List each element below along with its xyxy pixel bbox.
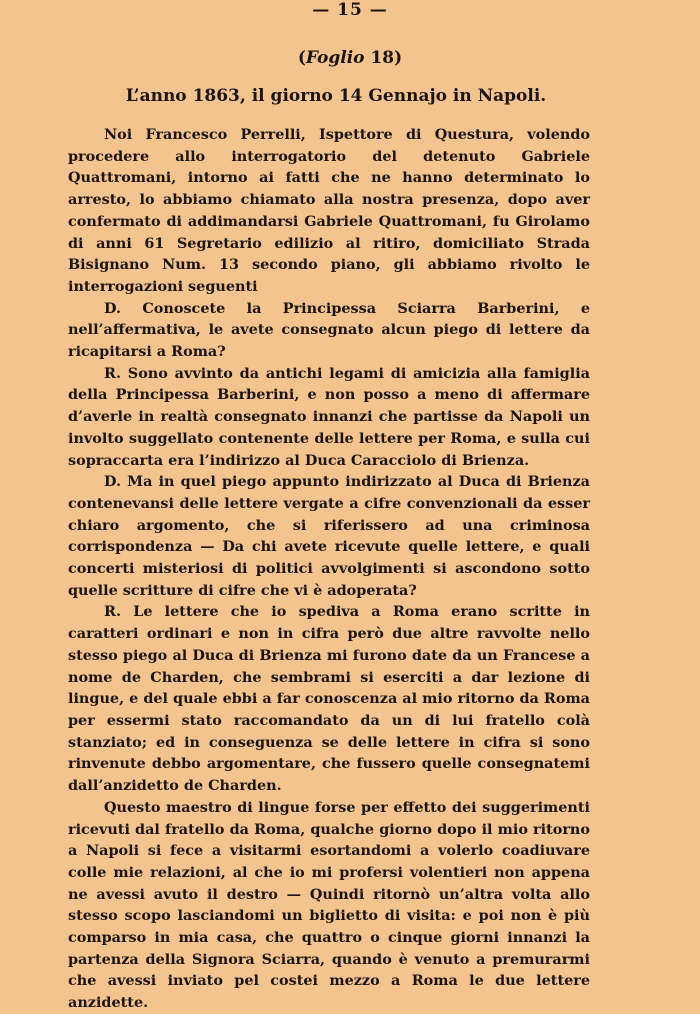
paragraph-answer [68,363,590,472]
paragraph-text: Conoscete la Principessa Sciarra Barberini, e nell’affermativa, le avete consegnato alcun piego di lettere da ricapitarsi a Roma? [68,299,590,361]
speaker-marker: D. [104,473,121,491]
paragraph-text: Questo maestro di lingue forse per effetto dei suggerimenti ricevuti dal fratello da Roma, qualche giorno dopo il mio ritorno a Napoli si fece a visitarmi esortandomi a volerlo coadiuvare colle mie relazioni, al che io mi profersi volentieri non appena ne avessi avuto il destro — Quindi ritornò un’altra volta allo stesso scopo lasciandomi un biglietto di visita: e poi non è più comparso in mia casa, che quattro o cinque giorni innanzi la partenza della Signora Sciarra, quando è venuto a premurarmi che avessi inviato pel costei mezzo a Roma le due lettere anzidette. [68,798,590,1012]
paragraph-text: Le lettere che io spediva a Roma erano scritte in caratteri ordinari e non in cifra però due altre ravvolte nello stesso piego al Duca di Brienza mi furono date da un Francese a nome de Charden, che sembrami si eserciti a dar lezione di lingue, e del quale ebbi a far conoscenza al mio ritorno da Roma per essermi stato raccomandato da un di lui fratello colà stanziato; ed in conseguenza se delle lettere in cifra si sono rinvenute debbo argomentare, che fussero quelle consegnatemi dall’anzidetto de Charden. [68,603,590,795]
paragraph-question [68,471,590,601]
speaker-marker: R. [104,364,121,382]
speaker-marker: D. [104,299,121,317]
page-number: — 15 — [312,0,388,20]
paragraph-text: Ma in quel piego appunto indirizzato al Duca di Brienza contenevansi delle lettere vergate a cifre convenzionali da esser chiaro argomento, che si riferissero ad una criminosa corrispondenza — Da chi avete ricevute quelle lettere, e quali concerti misteriosi di politici avvolgimenti si ascondono sotto quelle scritture di cifre che vi è adoperata? [68,473,591,599]
paragraph-question [68,298,590,363]
sheet-label: Foglio [305,48,365,68]
paragraph-continuation [68,797,590,1014]
paragraph-text: Noi Francesco Perrelli, Ispettore di Questura, volendo procedere allo interrogatorio del detenuto Gabriele Quattromani, intorno ai fatti che ne hanno determinato lo arresto, lo abbiamo chiamato alla nostra presenza, dopo aver confermato di addimandarsi Gabriele Quattromani, fu Girolamo di anni 61 Segretario edilizio al ritiro, domiciliato Strada Bisignano Num. 13 secondo piano, gli abbiamo rivolto le interrogazioni seguenti [68,126,590,295]
speaker-marker: R. [104,603,121,621]
paragraph-text: Sono avvinto da antichi legami di amicizia alla famiglia della Principessa Barberini, e non posso a meno di affermare d’averle in realtà consegnato innanzi che partisse da Napoli un involto suggellato contenente delle lettere per Roma, e sulla cui sopraccarta era l’indirizzo al Duca Caracciolo di Brienza. [68,364,591,469]
dateline: L’anno 1863, il giorno 14 Gennajo in Napoli. [125,86,547,106]
paragraph-intro [68,124,590,298]
interrogation-text [68,124,590,1014]
paragraph-answer [68,601,590,796]
sheet-reference: (Foglio 18) [297,48,403,68]
sheet-number: 18 [370,48,395,68]
